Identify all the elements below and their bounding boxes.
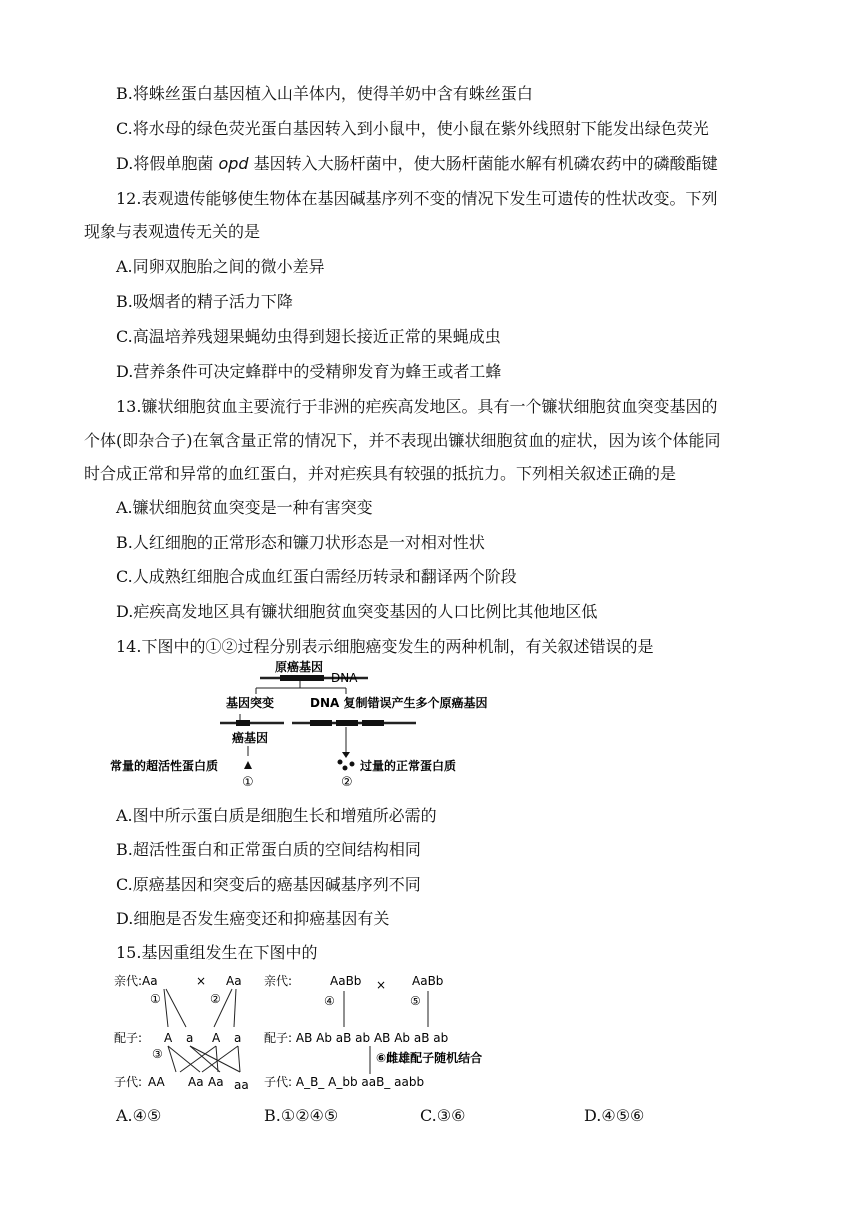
meiosis-line-2b [234, 989, 236, 1027]
right-cross-sign: × [376, 978, 387, 992]
q13-option-b: B.人红细胞的正常形态和镰刀状形态是一对相对性状 [116, 533, 485, 552]
proto-oncogene-label: 原癌基因 [275, 660, 324, 674]
q13-option-c: C.人成熟红细胞合成血红蛋白需经历转录和翻译两个阶段 [116, 567, 517, 586]
q15-option-d: D.④⑤⑥ [584, 1106, 645, 1125]
cancer-mechanism-diagram [110, 656, 510, 790]
random-fusion-label: ⑥雌雄配子随机结合 [376, 1051, 483, 1065]
step-3-marker: ③ [152, 1047, 163, 1061]
mutant-segment [236, 720, 250, 726]
left-offspring-label: 子代: [114, 1075, 143, 1089]
q12-option-d: D.营养条件可决定蜂群中的受精卵发育为蜂王或者工蜂 [116, 362, 502, 381]
dna-duplication-label: DNA 复制错误产生多个原癌基因 [310, 696, 488, 710]
q12-option-c: C.高温培养残翅果蝇幼虫得到翅长接近正常的果蝇成虫 [116, 327, 501, 346]
right-parent-2: AaBb [412, 974, 444, 988]
fert-line-8 [238, 1046, 240, 1072]
q12-stem-line1: 12.表观遗传能够使生物体在基因碱基序列不变的情况下发生可遗传的性状改变。下列 [116, 189, 718, 208]
mechanism-1-marker: ① [242, 775, 254, 790]
proto-oncogene-segment [280, 675, 324, 681]
q15-option-c: C.③⑥ [420, 1106, 466, 1125]
proto-copy-1 [310, 720, 332, 726]
q14-stem: 14.下图中的①②过程分别表示细胞癌变发生的两种机制，有关叙述错误的是 [116, 637, 654, 656]
q11-option-b: B.将蛛丝蛋白基因植入山羊体内，使得羊奶中含有蛛丝蛋白 [116, 84, 533, 103]
q13-option-d: D.疟疾高发地区具有镰状细胞贫血突变基因的人口比例比其他地区低 [116, 602, 598, 621]
gene-recombination-diagram [114, 972, 514, 1092]
q11-option-d-suffix: 基因转入大肠杆菌中，使大肠杆菌能水解有机磷农药中的磷酸酯键 [248, 154, 718, 173]
left-gamete-2: a [186, 1031, 194, 1045]
q13-option-a: A.镰状细胞贫血突变是一种有害突变 [116, 498, 373, 517]
left-parent-label: 亲代:Aa [114, 974, 158, 988]
q13-stem-line1: 13.镰状细胞贫血主要流行于非洲的疟疾高发地区。具有一个镰状细胞贫血突变基因的 [116, 397, 718, 416]
q11-option-d-prefix: D.将假单胞菌 [116, 154, 219, 173]
left-gamete-label: 配子: [114, 1031, 143, 1045]
dna-label: DNA [331, 671, 358, 685]
q12-option-b: B.吸烟者的精子活力下降 [116, 292, 293, 311]
right-parent-1: AaBb [330, 974, 362, 988]
gene-mutation-label: 基因突变 [226, 696, 275, 710]
left-offspring-1: AA [148, 1075, 165, 1089]
protein-dot-2 [343, 766, 348, 771]
q11-option-d [116, 154, 718, 174]
right-arrowhead [342, 752, 350, 758]
right-gamete-row: 配子: AB Ab aB ab AB Ab aB ab [264, 1031, 449, 1045]
mechanism-2-marker: ② [341, 775, 353, 790]
q12-stem-line2: 现象与表观遗传无关的是 [84, 222, 261, 241]
q15-option-b: B.①②④⑤ [264, 1106, 339, 1125]
q12-option-a: A.同卵双胞胎之间的微小差异 [116, 257, 325, 276]
left-offspring-4: aa [234, 1078, 249, 1092]
fert-line-1 [168, 1046, 176, 1072]
hyperactive-protein-icon [244, 761, 252, 769]
q15-options [116, 1106, 676, 1128]
right-offspring-row: 子代: A_B_ A_bb aaB_ aabb [264, 1075, 425, 1089]
left-gamete-1: A [164, 1031, 173, 1045]
left-offspring-3: Aa [208, 1075, 224, 1089]
q14-option-b: B.超活性蛋白和正常蛋白质的空间结构相同 [116, 840, 421, 859]
step-2-marker: ② [210, 992, 221, 1006]
step-4-marker: ④ [324, 994, 335, 1008]
q15-stem: 15.基因重组发生在下图中的 [116, 943, 318, 962]
step-1-marker: ① [150, 992, 161, 1006]
meiosis-line-1a [164, 989, 168, 1027]
right-parent-label: 亲代: [264, 974, 293, 988]
left-gamete-4: a [234, 1031, 242, 1045]
q14-option-d: D.细胞是否发生癌变还和抑癌基因有关 [116, 909, 390, 928]
meiosis-line-1b [166, 989, 186, 1027]
left-parent-2: Aa [226, 974, 242, 988]
step-5-marker: ⑤ [410, 994, 421, 1008]
proto-copy-3 [362, 720, 384, 726]
left-offspring-2: Aa [188, 1075, 204, 1089]
q14-option-c: C.原癌基因和突变后的癌基因碱基序列不同 [116, 875, 421, 894]
q11-option-c: C.将水母的绿色荧光蛋白基因转入到小鼠中，使小鼠在紫外线照射下能发出绿色荧光 [116, 119, 709, 138]
left-gamete-3: A [212, 1031, 221, 1045]
excess-protein-label: 过量的正常蛋白质 [360, 759, 457, 773]
q13-stem-line3: 时合成正常和异常的血红蛋白，并对疟疾具有较强的抵抗力。下列相关叙述正确的是 [84, 464, 677, 483]
hyperactive-protein-label: 常量的超活性蛋白质 [110, 759, 219, 773]
proto-copy-2 [336, 720, 358, 726]
q11-option-d-gene: opd [218, 154, 249, 173]
fert-line-6 [216, 1046, 218, 1072]
q13-stem-line2: 个体(即杂合子)在氧含量正常的情况下，并不表现出镰状细胞贫血的症状，因为该个体能同 [84, 431, 721, 450]
q15-option-a: A.④⑤ [116, 1106, 162, 1125]
left-cross-sign: × [196, 974, 207, 988]
q14-option-a: A.图中所示蛋白质是细胞生长和增殖所必需的 [116, 806, 437, 825]
protein-dot-1 [338, 760, 343, 765]
oncogene-label: 癌基因 [232, 731, 269, 745]
protein-dot-3 [350, 762, 355, 767]
